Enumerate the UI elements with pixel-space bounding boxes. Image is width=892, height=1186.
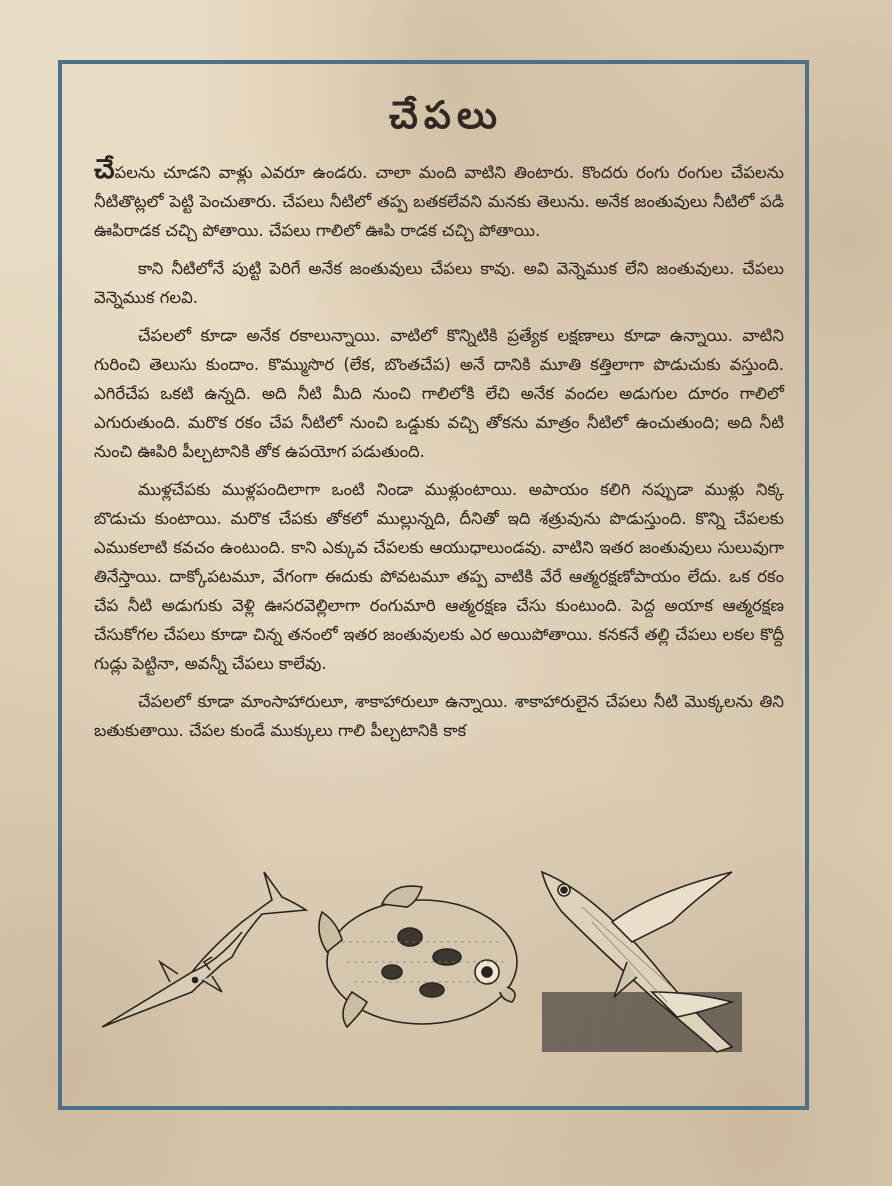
paragraph-5: చేపలలో కూడా మాంసాహారులూ, శాకాహారులూ ఉన్నాయి. శాకాహారులైన చేపలు నీటి మొక్కలను తిని బతుకుతాయి. చేపల కుండే ముక్కులు గాలి పీల్చటానికి కాక bbox=[94, 692, 784, 740]
article-body bbox=[94, 154, 784, 754]
page-title: చేపలు bbox=[389, 92, 503, 137]
paragraph-4: ముళ్లచేపకు ముళ్లపందిలాగా ఒంటి నిండా ముళ్లుంటాయి. అపాయం కలిగి నప్పుడా ముళ్లు నిక్క బొడుచు కుంటాయి. మరొక చేపకు తోకలో ముల్లున్నది, దీనితో ఇది శత్రువును పొడుస్తుంది. కొన్ని చేపలకు ఎముకలాటి కవచం ఉంటుంది. కాని ఎక్కువ చేపలకు ఆయుధాలుండవు. వాటిని ఇతర జంతువులు సులువుగా తినేస్తాయి. దాక్కోపటమూ, వేగంగా ఈదుకు పోవటమూ తప్ప వాటికి వేరే ఆత్మరక్షణోపాయం లేదు. ఒక రకం చేప నీటి అడుగుకు వెళ్లి ఊసరవెల్లిలాగా రంగుమారి ఆత్మరక్షణ చేసు కుంటుంది. పెద్ద అయాక ఆత్మరక్షణ చేసుకోగల చేపలు కూడా చిన్న తనంలో ఇతర జంతువులకు ఎర అయిపోతాయి. కనకనే తల్లి చేపలు లకల కొద్దీ గుడ్లు పెట్టినా, అవన్నీ చేపలు కాలేవు. bbox=[94, 480, 784, 673]
paragraph-2: కాని నీటిలోనే పుట్టి పెరిగే అనేక జంతువులు చేపలు కావు. అవి వెన్నెముక లేని జంతువులు. చేపలు వెన్నెముక గలవి. bbox=[94, 259, 784, 307]
fish-illustration bbox=[92, 852, 792, 1082]
paragraph-1 bbox=[94, 154, 784, 245]
paragraph-3: చేపలలో కూడా అనేక రకాలున్నాయి. వాటిలో కొన్నిటికి ప్రత్యేక లక్షణాలు కూడా ఉన్నాయి. వాటిని గురించి తెలుసు కుందాం. కొమ్ముసొర (లేక, బొంతచేప) అనే దానికి మూతి కత్తిలాగా పొడుచుకు వస్తుంది. ఎగిరేచేప ఒకటి ఉన్నది. అది నీటి మీది నుంచి గాలిలోకి లేచి అనేక వందల అడుగుల దూరం గాలిలో ఎగురుతుంది. మరొక రకం చేప నీటిలో నుంచి ఒడ్డుకు వచ్చి తోకను మాత్రం నీటిలో ఉంచుతుంది; అది నీటి నుంచి ఊపిరి పీల్చటానికి తోక ఉపయోగ పడుతుంది. bbox=[94, 326, 784, 461]
paragraph-1-text: పలను చూడని వాళ్లు ఎవరూ ఉండరు. చాలా మంది వాటిని తింటారు. కొందరు రంగు రంగుల చేపలను నీటితొట్లలో పెట్టి పెంచుతారు. చేపలు నీటిలో తప్ప బతకలేవని మనకు తెలును. అనేక జంతువులు నీటిలో పడి ఊపిరాడక చచ్చి పోతాయి. చేపలు గాలిలో ఊపి రాడక చచ్చి పోతాయి. bbox=[94, 163, 784, 240]
pufferfish-figure bbox=[319, 886, 517, 1027]
drop-cap: చే bbox=[94, 154, 115, 185]
swordfish-figure bbox=[102, 872, 306, 1027]
